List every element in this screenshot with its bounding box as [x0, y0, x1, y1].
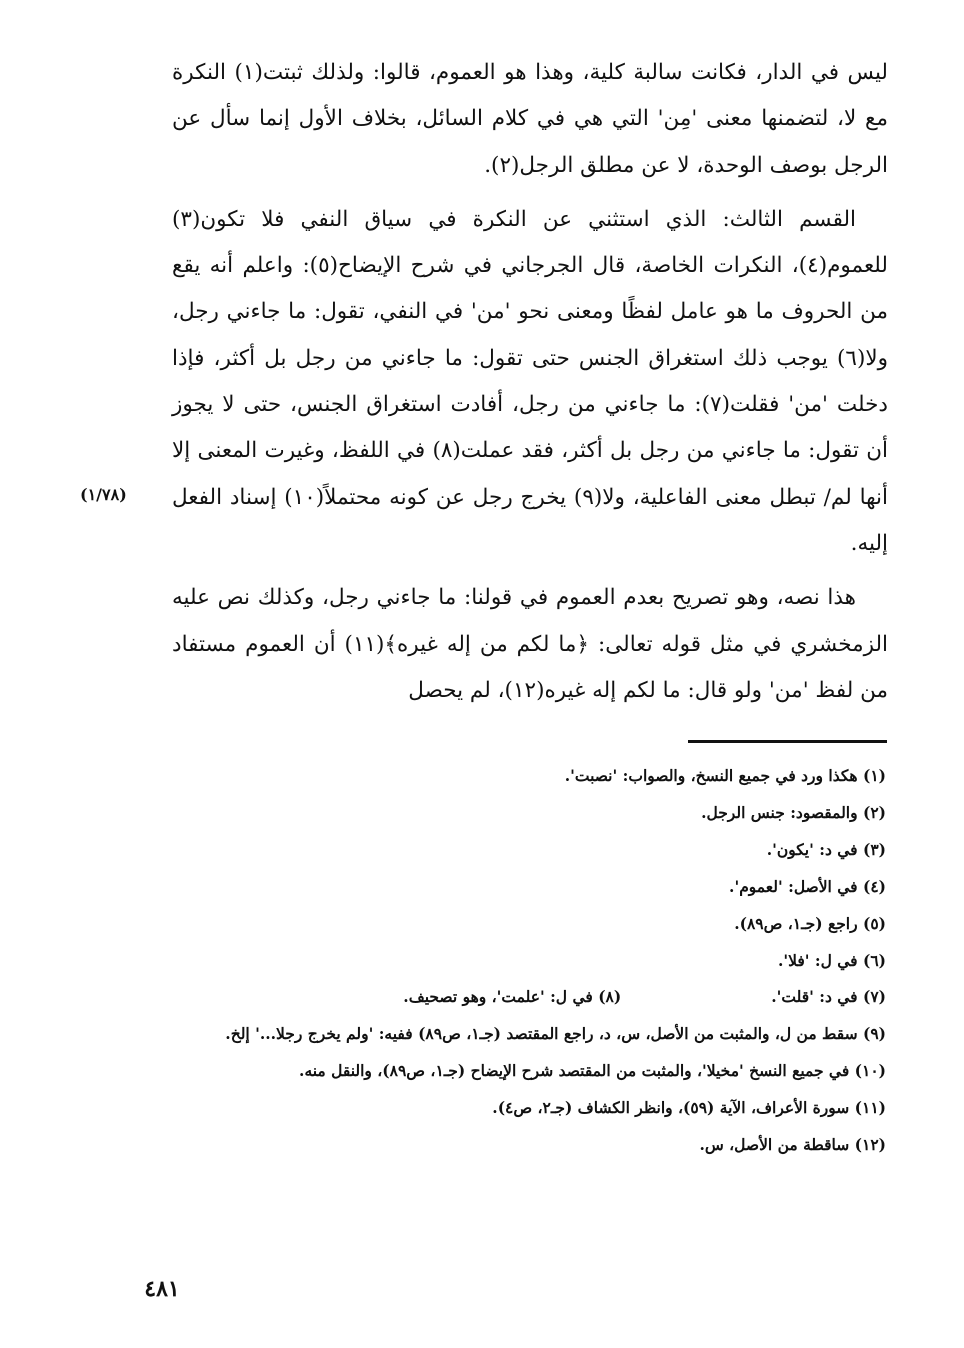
- footnotes: [172, 758, 886, 1164]
- manuscript-folio-reference: (١/٧٨): [80, 485, 127, 504]
- footnote-10: (١٠) في جميع النسخ 'مخيلا'، والمثبت من المقتصد شرح الإيضاح (جـ١، ص٨٩)، والنقل منه.: [299, 1061, 886, 1081]
- paragraph-3: هذا نصه، وهو تصريح بعدم العموم في قولنا: ما جاءني رجل، وكذلك نص عليه الزمخشري في مثل قوله تعالى: ﴿ما لكم من إله غيره﴾(١١) أن العموم مستفاد من لفظ 'من' ولو قال: ما لكم إله غيره(١٢)، لم يحصل: [172, 585, 888, 703]
- footnote-11: (١١) سورة الأعراف، الآية (٥٩)، وانظر الكشاف (جـ٢، ص٤).: [492, 1098, 886, 1118]
- footnote-3: (٣) في د: 'يكون'.: [766, 839, 886, 859]
- page-number: ٤٨١: [144, 1276, 180, 1302]
- footnote-row-7-8: [172, 979, 886, 1016]
- footnote-1: (١) هكذا ورد في جميع النسخ، والصواب: 'نصبت'.: [564, 766, 886, 785]
- main-text: [172, 50, 888, 714]
- footnote-2: (٢) والمقصود: جنس الرجل.: [701, 802, 886, 822]
- footnote-7: (٧) في د: 'قلت'.: [771, 987, 886, 1007]
- paragraph-1: ليس في الدار، فكانت سالبة كلية، وهذا هو العموم، قالوا: ولذلك ثبتت(١) النكرة مع لا، لتضمنها معنى 'مِن' التي هي في كلام السائل، بخلاف الأول إنما سأل عن الرجل بوصف الوحدة، لا عن مطلق الرجل(٢).: [172, 60, 888, 178]
- paragraph-2: القسم الثالث: الذي استثني عن النكرة في سياق النفي فلا تكون(٣) للعموم(٤)، النكرات الخاصة، قال الجرجاني في شرح الإيضاح(٥): واعلم أنه يقع من الحروف ما هو عامل لفظًا ومعنى نحو 'من' في النفي، تقول: ما جاءني رجل، ولا(٦) يوجب ذلك استغراق الجنس حتى تقول: ما جاءني من رجل بل أكثر، فإذا دخلت 'من' فقلت(٧): ما جاءني من رجل، أفادت استغراق الجنس، حتى لا يجوز أن تقول: ما جاءني من رجل بل أكثر، فقد عملت(٨) في اللفظ، وغيرت المعنى إلا أنها لم/ تبطل معنى الفاعلية، ولا(٩) يخرج رجل عن كونه محتملاً(١٠) إسناد الفعل إليه.: [172, 206, 888, 556]
- footnote-6: (٦) في ل: 'فلا'.: [777, 950, 886, 970]
- footnote-8: (٨) في ل: 'علمت'، وهو تصحيف.: [403, 987, 622, 1007]
- footnote-separator: [688, 740, 887, 743]
- page-number-wrap: [0, 1276, 964, 1302]
- footnote-5: (٥) راجع (جـ١، ص٨٩).: [734, 913, 886, 933]
- footnote-12: (١٢) ساقطة من الأصل، س.: [699, 1135, 886, 1155]
- footnote-4: (٤) في الأصل: 'لعموم'.: [729, 876, 886, 896]
- footnote-9: (٩) سقط من ل، والمثبت من الأصل، س، د، راجع المقتصد (جـ١، ص٨٩) ففيه: 'ولم يخرج رجلا...' إلخ.: [225, 1024, 886, 1044]
